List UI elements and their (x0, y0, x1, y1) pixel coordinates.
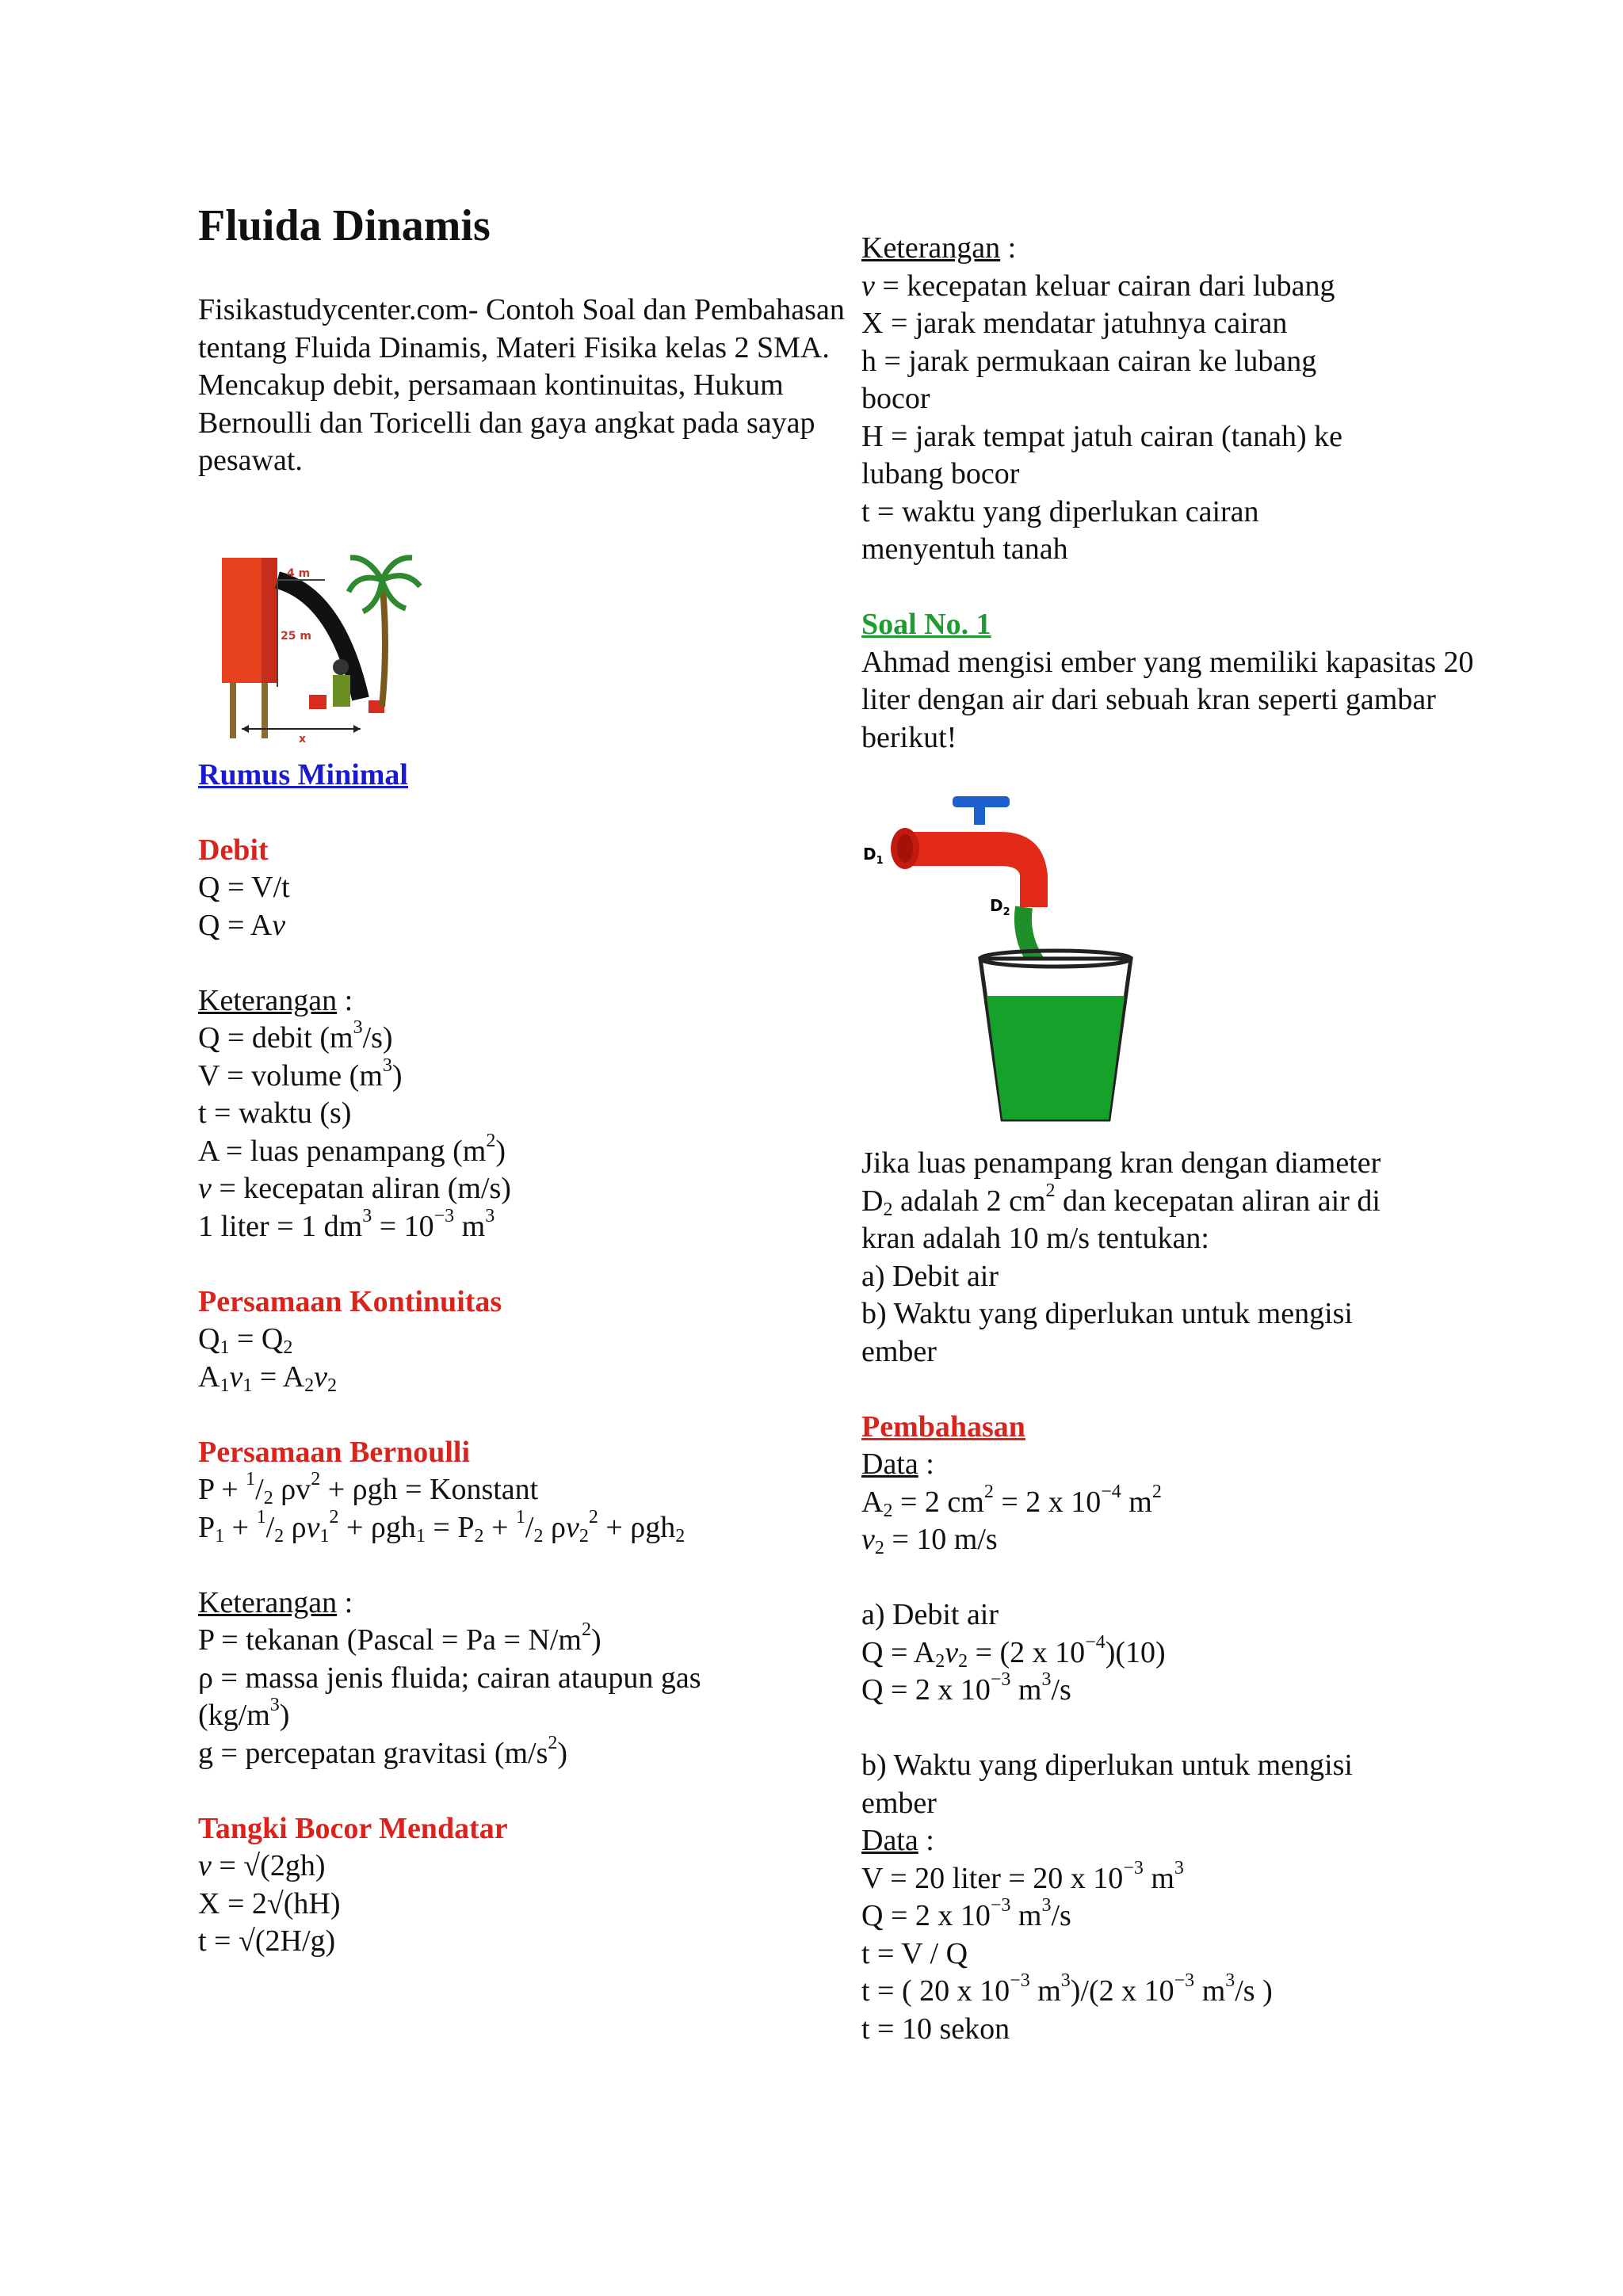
tank-label-side: 25 m (281, 629, 311, 643)
ket-tangki-big-h-cont: lubang bocor (861, 457, 1020, 490)
tangki-formula-x: X = 2√(hH) (198, 1886, 341, 1920)
data-label-1: Data : (861, 1447, 934, 1481)
pembahasan-heading: Pembahasan (861, 1409, 1025, 1444)
ket-debit-v: V = volume $(m^3)$ (198, 1055, 403, 1093)
tangki-heading: Tangki Bocor Mendatar (198, 1811, 508, 1845)
data-label-2: Data : (861, 1824, 934, 1857)
answer-b-title: b) Waktu yang diperlukan untuk mengisi (861, 1749, 1353, 1782)
soal-text: Ahmad mengisi ember yang memiliki kapasitas 20 liter dengan air dari sebuah kran seperti gambar berikut! (861, 645, 1474, 754)
kontinuitas-heading: Persamaan Kontinuitas (198, 1284, 502, 1318)
answer-b-volume: V = 20 liter = 20 x $10^{-3}$ $m^3$ (861, 1857, 1184, 1895)
left-column (198, 198, 848, 1961)
debit-heading: Debit (198, 833, 269, 867)
debit-formula-1: Q = V/t (198, 871, 290, 904)
answer-b-substitution: t = ( 20 x $10^{-3}$ $m^3)/(2$ x $10^{-3}$ $m^3/s$ ) (861, 1970, 1273, 2008)
question-line-3: kran adalah 10 m/s tentukan: (861, 1222, 1209, 1255)
answer-b-title-cont: ember (861, 1786, 937, 1820)
tangki-formula-v: v = √(2gh) (198, 1849, 326, 1882)
ket-tangki-v: v = kecepatan keluar cairan dari lubang (861, 269, 1335, 303)
bernoulli-formula-2: $P_1 + ^1/_2$ $\rho v_1^2 + \rho gh_1 = P_2 + ^1/_2$ $\rho v_2^2 + \rho gh_2$ (198, 1506, 685, 1547)
answer-b-formula: t = V / Q (861, 1936, 968, 1970)
kontinuitas-formula-1: $Q_1 = Q_2$ (198, 1322, 293, 1358)
ket-tangki-t-cont: menyentuh tanah (861, 532, 1068, 566)
debit-formula-2: Q = Av (198, 908, 286, 942)
ket-debit-a: A = luas penampang $(m^2)$ (198, 1130, 506, 1168)
keterangan-debit: Keterangan : (198, 983, 353, 1017)
answer-a-result: Q = 2 x $10^{-3}$ $m^3/s$ (861, 1669, 1071, 1707)
data-a2: $A_2 = 2$ $cm^2 = 2$ x $10^{-4}$ $m^2$ (861, 1481, 1162, 1521)
intro-paragraph: Fisikastudycenter.com- Contoh Soal dan Pembahasan tentang Fluida Dinamis, Materi Fisika kelas 2 SMA. Mencakup debit, persamaan kontinuitas, Hukum Bernoulli dan Toricelli dan gaya angkat pada sayap pesawat. (198, 293, 845, 477)
ket-tangki-x: X = jarak mendatar jatuhnya cairan (861, 307, 1288, 340)
ket-debit-t: t = waktu (s) (198, 1097, 352, 1130)
rumus-minimal-link[interactable]: Rumus Minimal (198, 757, 408, 791)
keterangan-bernoulli: Keterangan : (198, 1585, 353, 1619)
ket-debit-liter: 1 liter = 1 $dm^3 = 10^{-3}$ $m^3$ (198, 1205, 495, 1243)
ket-tangki-h: h = jarak permukaan cairan ke lubang (861, 344, 1317, 378)
ket-debit-q: Q = debit $(m^3/s)$ (198, 1017, 393, 1055)
leaking-tank-figure (198, 548, 436, 742)
bernoulli-formula-1: $P + ^1/_2$ $\rho v^2 + \rho gh$ = Konstant (198, 1469, 539, 1508)
tangki-formula-t: t = √(2H/g) (198, 1924, 336, 1958)
answer-b-result: t = 10 sekon (861, 2012, 1010, 2046)
ket-tangki-h-cont: bocor (861, 382, 930, 415)
ket-debit-velocity: v = kecepatan aliran (m/s) (198, 1172, 511, 1205)
ket-bernoulli-rho-unit: $(kg/m^3)$ (198, 1695, 290, 1732)
kontinuitas-formula-2: $A_1v_1 = A_2v_2$ (198, 1360, 337, 1396)
ket-bernoulli-p: P = tekanan (Pascal = $Pa = N/m^2$) (198, 1619, 601, 1657)
answer-b-debit: Q = 2 x $10^{-3}$ $m^3/s$ (861, 1895, 1071, 1932)
tap-label-d1: $D_1$ (863, 845, 884, 867)
tank-label-top: 4 m (287, 566, 311, 580)
keterangan-tangki: Keterangan : (861, 231, 1017, 265)
question-line-2: $D_2$ adalah 2 $cm^2$ dan kecepatan aliran air di (861, 1180, 1381, 1220)
ket-tangki-t: t = waktu yang diperlukan cairan (861, 494, 1259, 528)
bernoulli-heading: Persamaan Bernoulli (198, 1435, 471, 1469)
question-part-b-cont: ember (861, 1334, 937, 1368)
question-part-a: a) Debit air (861, 1259, 999, 1293)
tank-label-x: x (299, 732, 307, 742)
answer-a-title: a) Debit air (861, 1598, 999, 1631)
right-column (861, 230, 1480, 2048)
answer-a-step-1: $Q = A_2v_2 = (2$ x $10^{-4})(10)$ (861, 1631, 1166, 1672)
page-title: Fluida Dinamis (198, 201, 491, 250)
ket-bernoulli-rho: ρ = massa jenis fluida; cairan ataupun gas (198, 1661, 701, 1695)
tap-label-d2: $D_2$ (990, 896, 1010, 918)
ket-bernoulli-g: g = percepatan gravitasi $(m/s^2)$ (198, 1732, 568, 1770)
tap-and-bucket-figure (861, 788, 1163, 1129)
data-v2: $v_2 = 10$ m/s (861, 1523, 998, 1558)
question-part-b: b) Waktu yang diperlukan untuk mengisi (861, 1297, 1353, 1330)
ket-tangki-big-h: H = jarak tempat jatuh cairan (tanah) ke (861, 419, 1342, 453)
question-line-1: Jika luas penampang kran dengan diameter (861, 1146, 1381, 1180)
soal-heading: Soal No. 1 (861, 608, 991, 641)
